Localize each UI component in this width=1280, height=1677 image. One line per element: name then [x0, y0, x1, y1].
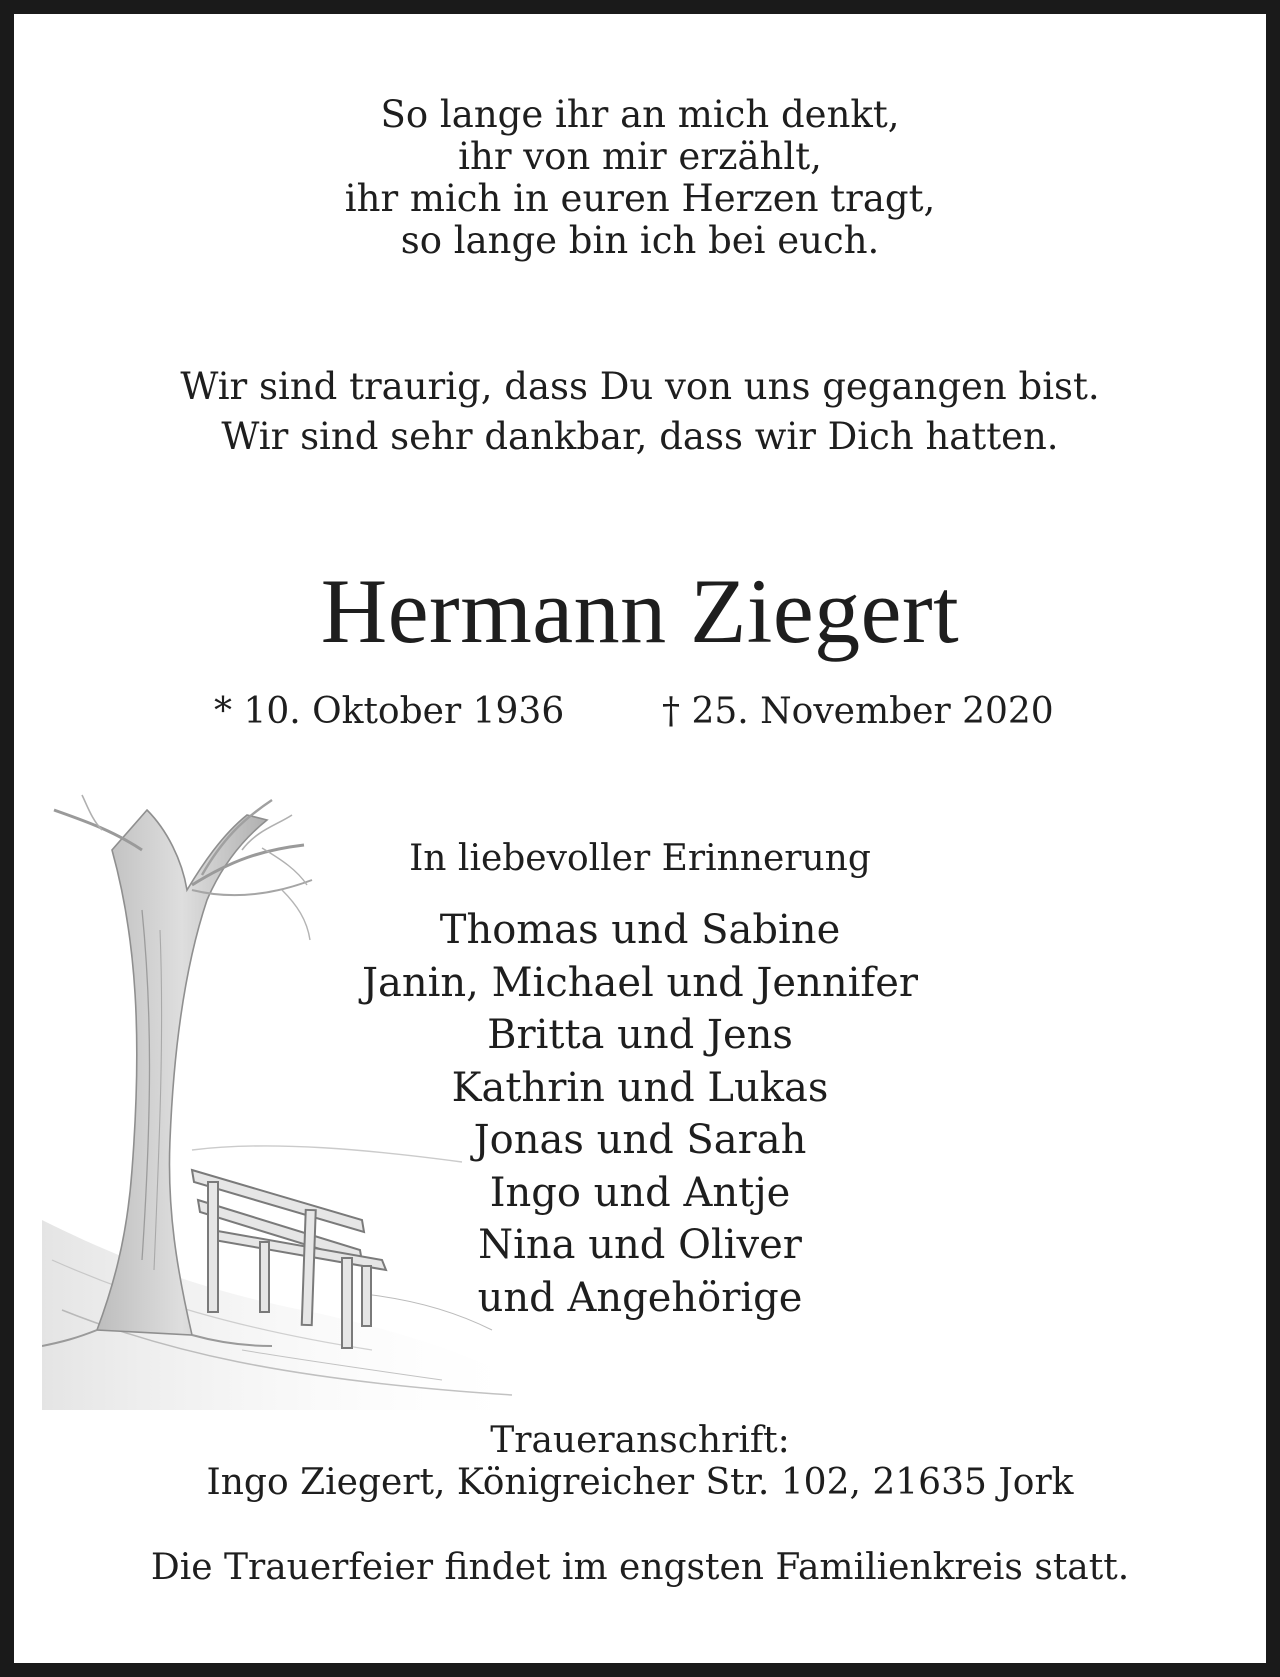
family-member: Britta und Jens — [487, 1012, 793, 1058]
family-member: Jonas und Sarah — [473, 1117, 807, 1163]
poem-line: ihr von mir erzählt, — [458, 135, 822, 178]
family-member: und Angehörige — [477, 1274, 803, 1321]
memory-heading: In liebevoller Erinnerung — [409, 838, 871, 879]
mourning-address — [14, 1420, 1266, 1504]
poem-line: so lange bin ich bei euch. — [400, 219, 880, 262]
family-member: Ingo und Antje — [489, 1169, 791, 1216]
sorrow-line: Wir sind sehr dankbar, dass wir Dich hatten. — [221, 415, 1059, 458]
family-list — [14, 904, 1266, 1324]
birth-date: * 10. Oktober 1936 — [214, 691, 565, 732]
ceremony-note: Die Trauerfeier findet im engsten Familienkreis statt. — [150, 1547, 1130, 1588]
family-member: Thomas und Sabine — [439, 907, 841, 953]
family-member: Kathrin und Lukas — [451, 1064, 829, 1111]
poem — [14, 94, 1266, 262]
poem-line: So lange ihr an mich denkt, — [380, 93, 900, 136]
death-date: † 25. November 2020 — [662, 691, 1054, 732]
deceased-name: Hermann Ziegert — [320, 560, 960, 662]
address-value: Ingo Ziegert, Königreicher Str. 102, 21635 Jork — [206, 1462, 1074, 1503]
family-member: Janin, Michael und Jennifer — [361, 959, 919, 1006]
family-member: Nina und Oliver — [478, 1222, 802, 1268]
sorrow-line: Wir sind traurig, dass Du von uns gegangen bist. — [180, 365, 1100, 408]
address-label: Traueranschrift: — [490, 1420, 790, 1461]
poem-line: ihr mich in euren Herzen tragt, — [344, 177, 936, 220]
sorrow-statement — [14, 362, 1266, 462]
